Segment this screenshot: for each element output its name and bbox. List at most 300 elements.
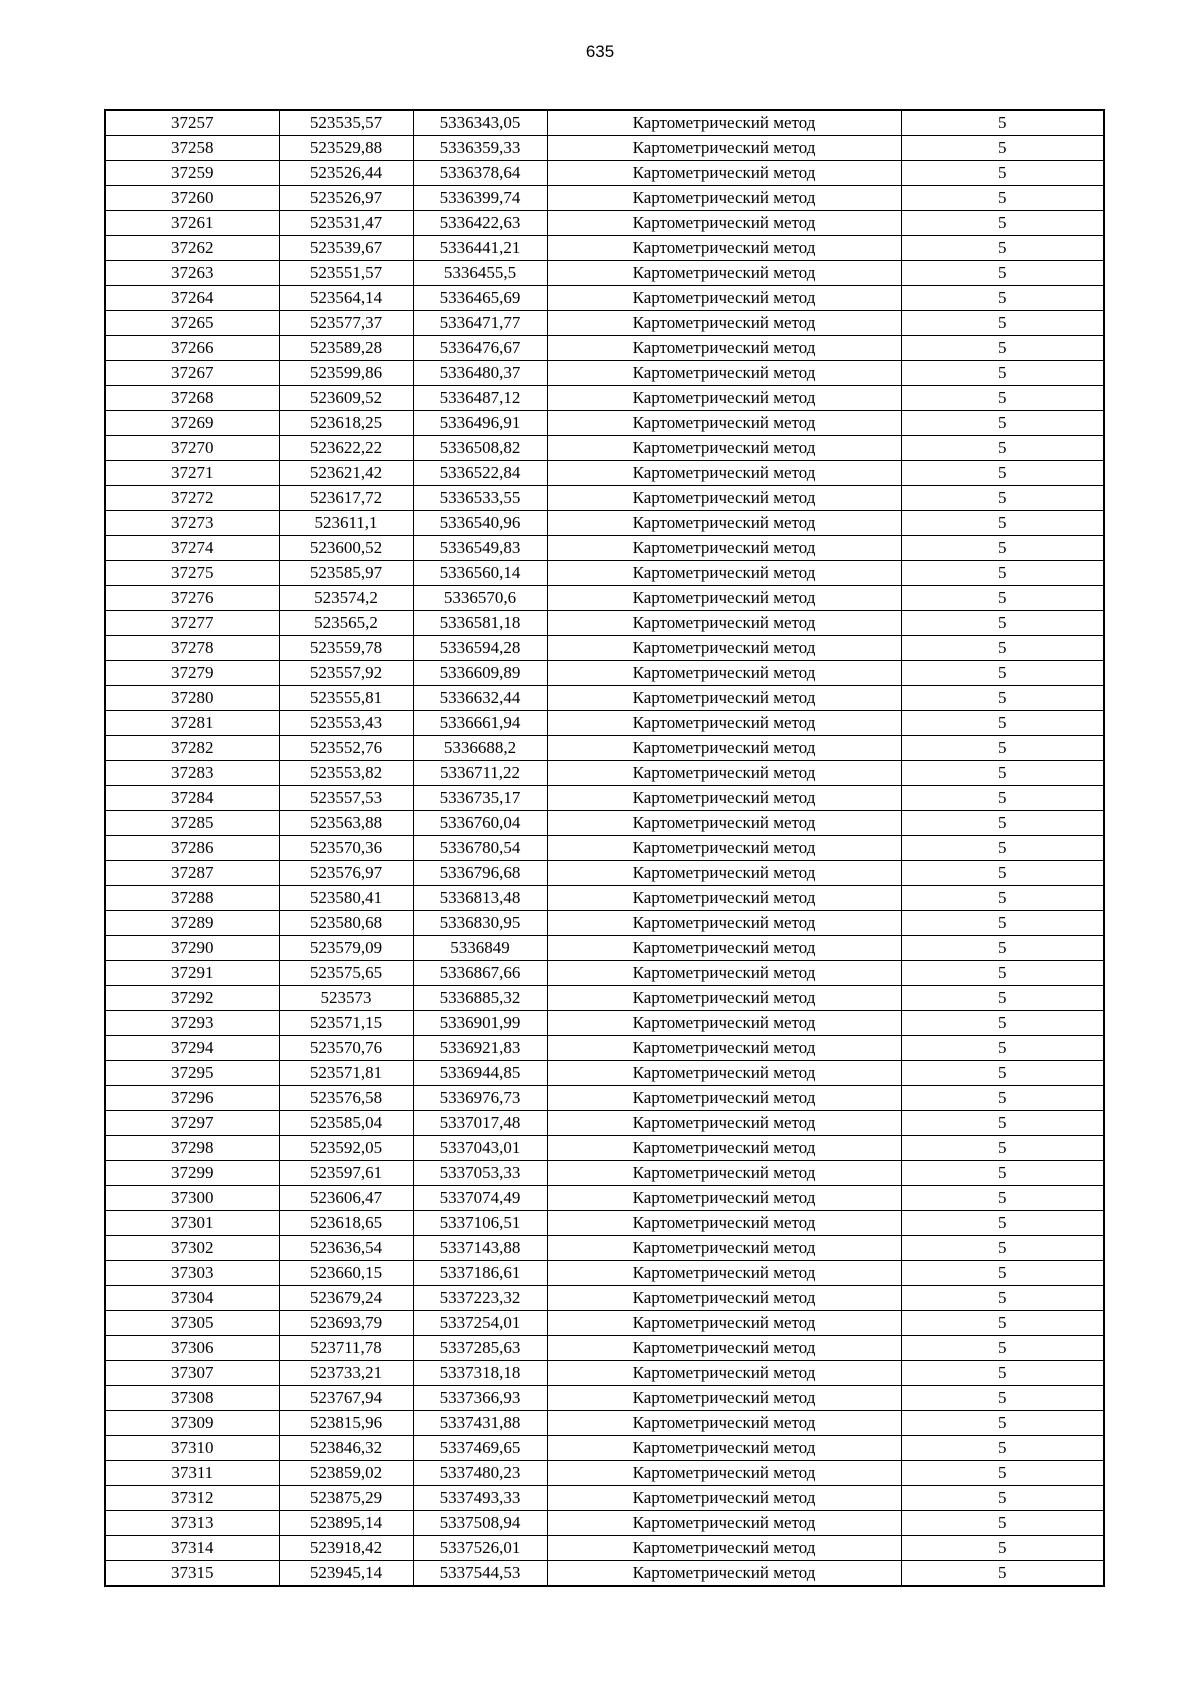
y-coordinate-cell: 5337186,61 [413,1261,547,1286]
point-number-cell: 37263 [105,261,279,286]
method-cell: Картометрический метод [547,286,901,311]
accuracy-cell: 5 [901,1411,1104,1436]
point-number-cell: 37279 [105,661,279,686]
accuracy-cell: 5 [901,1086,1104,1111]
x-coordinate-cell: 523580,41 [279,886,413,911]
accuracy-cell: 5 [901,886,1104,911]
x-coordinate-cell: 523585,97 [279,561,413,586]
y-coordinate-cell: 5336609,89 [413,661,547,686]
accuracy-cell: 5 [901,1286,1104,1311]
x-coordinate-cell: 523574,2 [279,586,413,611]
accuracy-cell: 5 [901,561,1104,586]
x-coordinate-cell: 523815,96 [279,1411,413,1436]
accuracy-cell: 5 [901,186,1104,211]
method-cell: Картометрический метод [547,811,901,836]
table-row [105,1386,1104,1411]
x-coordinate-cell: 523585,04 [279,1111,413,1136]
point-number-cell: 37311 [105,1461,279,1486]
point-number-cell: 37293 [105,1011,279,1036]
x-coordinate-cell: 523592,05 [279,1136,413,1161]
accuracy-cell: 5 [901,536,1104,561]
method-cell: Картометрический метод [547,411,901,436]
accuracy-cell: 5 [901,336,1104,361]
table-row [105,1536,1104,1561]
table-row [105,1486,1104,1511]
method-cell: Картометрический метод [547,110,901,136]
table-row [105,1161,1104,1186]
y-coordinate-cell: 5337469,65 [413,1436,547,1461]
x-coordinate-cell: 523559,78 [279,636,413,661]
table-row [105,486,1104,511]
y-coordinate-cell: 5336455,5 [413,261,547,286]
x-coordinate-cell: 523553,43 [279,711,413,736]
point-number-cell: 37296 [105,1086,279,1111]
accuracy-cell: 5 [901,1511,1104,1536]
x-coordinate-cell: 523846,32 [279,1436,413,1461]
method-cell: Картометрический метод [547,586,901,611]
y-coordinate-cell: 5336476,67 [413,336,547,361]
point-number-cell: 37284 [105,786,279,811]
x-coordinate-cell: 523557,92 [279,661,413,686]
table-row [105,1111,1104,1136]
accuracy-cell: 5 [901,586,1104,611]
accuracy-cell: 5 [901,486,1104,511]
y-coordinate-cell: 5336533,55 [413,486,547,511]
x-coordinate-cell: 523711,78 [279,1336,413,1361]
accuracy-cell: 5 [901,311,1104,336]
table-row [105,1511,1104,1536]
table-row [105,1461,1104,1486]
y-coordinate-cell: 5336522,84 [413,461,547,486]
method-cell: Картометрический метод [547,786,901,811]
table-row [105,986,1104,1011]
method-cell: Картометрический метод [547,1011,901,1036]
y-coordinate-cell: 5336711,22 [413,761,547,786]
y-coordinate-cell: 5337493,33 [413,1486,547,1511]
accuracy-cell: 5 [901,386,1104,411]
point-number-cell: 37265 [105,311,279,336]
method-cell: Картометрический метод [547,1211,901,1236]
accuracy-cell: 5 [901,1361,1104,1386]
point-number-cell: 37315 [105,1561,279,1587]
point-number-cell: 37277 [105,611,279,636]
point-number-cell: 37307 [105,1361,279,1386]
y-coordinate-cell: 5336780,54 [413,836,547,861]
x-coordinate-cell: 523557,53 [279,786,413,811]
table-row [105,586,1104,611]
accuracy-cell: 5 [901,1061,1104,1086]
table-row [105,1361,1104,1386]
x-coordinate-cell: 523531,47 [279,211,413,236]
table-row [105,361,1104,386]
point-number-cell: 37280 [105,686,279,711]
table-row [105,511,1104,536]
point-number-cell: 37274 [105,536,279,561]
table-row [105,1011,1104,1036]
point-number-cell: 37261 [105,211,279,236]
point-number-cell: 37295 [105,1061,279,1086]
y-coordinate-cell: 5336496,91 [413,411,547,436]
method-cell: Картометрический метод [547,1311,901,1336]
point-number-cell: 37258 [105,136,279,161]
table-row [105,636,1104,661]
point-number-cell: 37294 [105,1036,279,1061]
method-cell: Картометрический метод [547,136,901,161]
y-coordinate-cell: 5336549,83 [413,536,547,561]
point-number-cell: 37301 [105,1211,279,1236]
y-coordinate-cell: 5337318,18 [413,1361,547,1386]
x-coordinate-cell: 523618,25 [279,411,413,436]
x-coordinate-cell: 523579,09 [279,936,413,961]
accuracy-cell: 5 [901,361,1104,386]
point-number-cell: 37287 [105,861,279,886]
x-coordinate-cell: 523597,61 [279,1161,413,1186]
accuracy-cell: 5 [901,711,1104,736]
accuracy-cell: 5 [901,286,1104,311]
page-number: 635 [585,42,615,61]
point-number-cell: 37309 [105,1411,279,1436]
y-coordinate-cell: 5337223,32 [413,1286,547,1311]
accuracy-cell: 5 [901,1211,1104,1236]
table-row [105,110,1104,136]
point-number-cell: 37314 [105,1536,279,1561]
point-number-cell: 37273 [105,511,279,536]
point-number-cell: 37305 [105,1311,279,1336]
method-cell: Картометрический метод [547,836,901,861]
y-coordinate-cell: 5337053,33 [413,1161,547,1186]
accuracy-cell: 5 [901,1161,1104,1186]
x-coordinate-cell: 523609,52 [279,386,413,411]
method-cell: Картометрический метод [547,1511,901,1536]
method-cell: Картометрический метод [547,1086,901,1111]
point-number-cell: 37269 [105,411,279,436]
table-row [105,1561,1104,1587]
x-coordinate-cell: 523618,65 [279,1211,413,1236]
accuracy-cell: 5 [901,461,1104,486]
table-row [105,911,1104,936]
table-row [105,236,1104,261]
point-number-cell: 37272 [105,486,279,511]
x-coordinate-cell: 523733,21 [279,1361,413,1386]
x-coordinate-cell: 523589,28 [279,336,413,361]
point-number-cell: 37270 [105,436,279,461]
point-number-cell: 37286 [105,836,279,861]
method-cell: Картометрический метод [547,1361,901,1386]
point-number-cell: 37282 [105,736,279,761]
point-number-cell: 37259 [105,161,279,186]
x-coordinate-cell: 523573 [279,986,413,1011]
method-cell: Картометрический метод [547,611,901,636]
method-cell: Картометрический метод [547,386,901,411]
method-cell: Картометрический метод [547,536,901,561]
x-coordinate-cell: 523660,15 [279,1261,413,1286]
table-row [105,561,1104,586]
table-row [105,661,1104,686]
table-row [105,836,1104,861]
method-cell: Картометрический метод [547,1136,901,1161]
y-coordinate-cell: 5336422,63 [413,211,547,236]
table-row [105,736,1104,761]
x-coordinate-cell: 523606,47 [279,1186,413,1211]
method-cell: Картометрический метод [547,336,901,361]
method-cell: Картометрический метод [547,1036,901,1061]
x-coordinate-cell: 523526,97 [279,186,413,211]
accuracy-cell: 5 [901,161,1104,186]
x-coordinate-cell: 523895,14 [279,1511,413,1536]
accuracy-cell: 5 [901,736,1104,761]
method-cell: Картометрический метод [547,461,901,486]
y-coordinate-cell: 5337017,48 [413,1111,547,1136]
point-number-cell: 37292 [105,986,279,1011]
table-row [105,1236,1104,1261]
accuracy-cell: 5 [901,136,1104,161]
y-coordinate-cell: 5336594,28 [413,636,547,661]
point-number-cell: 37268 [105,386,279,411]
point-number-cell: 37262 [105,236,279,261]
table-row [105,1336,1104,1361]
x-coordinate-cell: 523570,76 [279,1036,413,1061]
x-coordinate-cell: 523555,81 [279,686,413,711]
method-cell: Картометрический метод [547,361,901,386]
table-row [105,1261,1104,1286]
point-number-cell: 37257 [105,110,279,136]
accuracy-cell: 5 [901,436,1104,461]
point-number-cell: 37298 [105,1136,279,1161]
x-coordinate-cell: 523679,24 [279,1286,413,1311]
accuracy-cell: 5 [901,1336,1104,1361]
x-coordinate-cell: 523552,76 [279,736,413,761]
method-cell: Картометрический метод [547,636,901,661]
method-cell: Картометрический метод [547,711,901,736]
point-number-cell: 37291 [105,961,279,986]
point-number-cell: 37267 [105,361,279,386]
method-cell: Картометрический метод [547,186,901,211]
accuracy-cell: 5 [901,1536,1104,1561]
accuracy-cell: 5 [901,661,1104,686]
method-cell: Картометрический метод [547,761,901,786]
accuracy-cell: 5 [901,636,1104,661]
table-row [105,711,1104,736]
y-coordinate-cell: 5336813,48 [413,886,547,911]
method-cell: Картометрический метод [547,936,901,961]
method-cell: Картометрический метод [547,161,901,186]
table-row [105,1286,1104,1311]
table-row [105,961,1104,986]
point-number-cell: 37275 [105,561,279,586]
x-coordinate-cell: 523551,57 [279,261,413,286]
x-coordinate-cell: 523875,29 [279,1486,413,1511]
accuracy-cell: 5 [901,1261,1104,1286]
method-cell: Картометрический метод [547,911,901,936]
accuracy-cell: 5 [901,1386,1104,1411]
point-number-cell: 37302 [105,1236,279,1261]
x-coordinate-cell: 523565,2 [279,611,413,636]
table-row [105,136,1104,161]
y-coordinate-cell: 5337431,88 [413,1411,547,1436]
accuracy-cell: 5 [901,1136,1104,1161]
table-row [105,1186,1104,1211]
method-cell: Картометрический метод [547,1411,901,1436]
method-cell: Картометрический метод [547,1261,901,1286]
accuracy-cell: 5 [901,811,1104,836]
method-cell: Картометрический метод [547,311,901,336]
method-cell: Картометрический метод [547,686,901,711]
y-coordinate-cell: 5337143,88 [413,1236,547,1261]
table-row [105,261,1104,286]
accuracy-cell: 5 [901,236,1104,261]
y-coordinate-cell: 5336465,69 [413,286,547,311]
method-cell: Картометрический метод [547,1461,901,1486]
table-row [105,1036,1104,1061]
y-coordinate-cell: 5337254,01 [413,1311,547,1336]
table-row [105,886,1104,911]
method-cell: Картометрический метод [547,1161,901,1186]
table-row [105,1436,1104,1461]
table-row [105,811,1104,836]
x-coordinate-cell: 523564,14 [279,286,413,311]
y-coordinate-cell: 5337526,01 [413,1536,547,1561]
method-cell: Картометрический метод [547,261,901,286]
point-number-cell: 37312 [105,1486,279,1511]
coordinates-table-body [105,110,1104,1586]
x-coordinate-cell: 523918,42 [279,1536,413,1561]
method-cell: Картометрический метод [547,1486,901,1511]
y-coordinate-cell: 5337106,51 [413,1211,547,1236]
x-coordinate-cell: 523576,97 [279,861,413,886]
point-number-cell: 37289 [105,911,279,936]
point-number-cell: 37290 [105,936,279,961]
table-row [105,536,1104,561]
table-row [105,1211,1104,1236]
method-cell: Картометрический метод [547,1336,901,1361]
accuracy-cell: 5 [901,611,1104,636]
table-row [105,761,1104,786]
accuracy-cell: 5 [901,1461,1104,1486]
x-coordinate-cell: 523600,52 [279,536,413,561]
y-coordinate-cell: 5336867,66 [413,961,547,986]
x-coordinate-cell: 523571,81 [279,1061,413,1086]
y-coordinate-cell: 5336359,33 [413,136,547,161]
y-coordinate-cell: 5336570,6 [413,586,547,611]
table-row [105,311,1104,336]
method-cell: Картометрический метод [547,1436,901,1461]
method-cell: Картометрический метод [547,961,901,986]
method-cell: Картометрический метод [547,661,901,686]
table-row [105,1136,1104,1161]
y-coordinate-cell: 5336796,68 [413,861,547,886]
x-coordinate-cell: 523539,67 [279,236,413,261]
y-coordinate-cell: 5336378,64 [413,161,547,186]
y-coordinate-cell: 5336830,95 [413,911,547,936]
y-coordinate-cell: 5337043,01 [413,1136,547,1161]
y-coordinate-cell: 5336343,05 [413,110,547,136]
x-coordinate-cell: 523622,22 [279,436,413,461]
x-coordinate-cell: 523767,94 [279,1386,413,1411]
method-cell: Картометрический метод [547,1236,901,1261]
y-coordinate-cell: 5336661,94 [413,711,547,736]
method-cell: Картометрический метод [547,1111,901,1136]
x-coordinate-cell: 523570,36 [279,836,413,861]
method-cell: Картометрический метод [547,1561,901,1587]
point-number-cell: 37303 [105,1261,279,1286]
x-coordinate-cell: 523859,02 [279,1461,413,1486]
accuracy-cell: 5 [901,911,1104,936]
x-coordinate-cell: 523571,15 [279,1011,413,1036]
y-coordinate-cell: 5336944,85 [413,1061,547,1086]
method-cell: Картометрический метод [547,1286,901,1311]
method-cell: Картометрический метод [547,886,901,911]
table-row [105,1061,1104,1086]
accuracy-cell: 5 [901,1111,1104,1136]
table-row [105,161,1104,186]
point-number-cell: 37283 [105,761,279,786]
table-row [105,1411,1104,1436]
table-row [105,286,1104,311]
y-coordinate-cell: 5336849 [413,936,547,961]
y-coordinate-cell: 5337480,23 [413,1461,547,1486]
y-coordinate-cell: 5336540,96 [413,511,547,536]
y-coordinate-cell: 5336480,37 [413,361,547,386]
point-number-cell: 37299 [105,1161,279,1186]
x-coordinate-cell: 523526,44 [279,161,413,186]
accuracy-cell: 5 [901,1011,1104,1036]
method-cell: Картометрический метод [547,1061,901,1086]
y-coordinate-cell: 5336921,83 [413,1036,547,1061]
point-number-cell: 37308 [105,1386,279,1411]
y-coordinate-cell: 5336399,74 [413,186,547,211]
point-number-cell: 37276 [105,586,279,611]
table-row [105,461,1104,486]
method-cell: Картометрический метод [547,1536,901,1561]
point-number-cell: 37313 [105,1511,279,1536]
accuracy-cell: 5 [901,1186,1104,1211]
y-coordinate-cell: 5337544,53 [413,1561,547,1587]
y-coordinate-cell: 5336487,12 [413,386,547,411]
accuracy-cell: 5 [901,786,1104,811]
method-cell: Картометрический метод [547,486,901,511]
y-coordinate-cell: 5337508,94 [413,1511,547,1536]
point-number-cell: 37278 [105,636,279,661]
method-cell: Картометрический метод [547,511,901,536]
table-row [105,1086,1104,1111]
method-cell: Картометрический метод [547,986,901,1011]
y-coordinate-cell: 5337074,49 [413,1186,547,1211]
accuracy-cell: 5 [901,986,1104,1011]
y-coordinate-cell: 5336901,99 [413,1011,547,1036]
point-number-cell: 37260 [105,186,279,211]
accuracy-cell: 5 [901,1561,1104,1587]
accuracy-cell: 5 [901,936,1104,961]
method-cell: Картометрический метод [547,236,901,261]
x-coordinate-cell: 523553,82 [279,761,413,786]
point-number-cell: 37281 [105,711,279,736]
method-cell: Картометрический метод [547,736,901,761]
table-row [105,1311,1104,1336]
point-number-cell: 37285 [105,811,279,836]
method-cell: Картометрический метод [547,1186,901,1211]
table-row [105,436,1104,461]
accuracy-cell: 5 [901,861,1104,886]
accuracy-cell: 5 [901,110,1104,136]
accuracy-cell: 5 [901,1436,1104,1461]
point-number-cell: 37310 [105,1436,279,1461]
point-number-cell: 37300 [105,1186,279,1211]
y-coordinate-cell: 5336976,73 [413,1086,547,1111]
table-row [105,936,1104,961]
point-number-cell: 37304 [105,1286,279,1311]
y-coordinate-cell: 5336508,82 [413,436,547,461]
accuracy-cell: 5 [901,836,1104,861]
